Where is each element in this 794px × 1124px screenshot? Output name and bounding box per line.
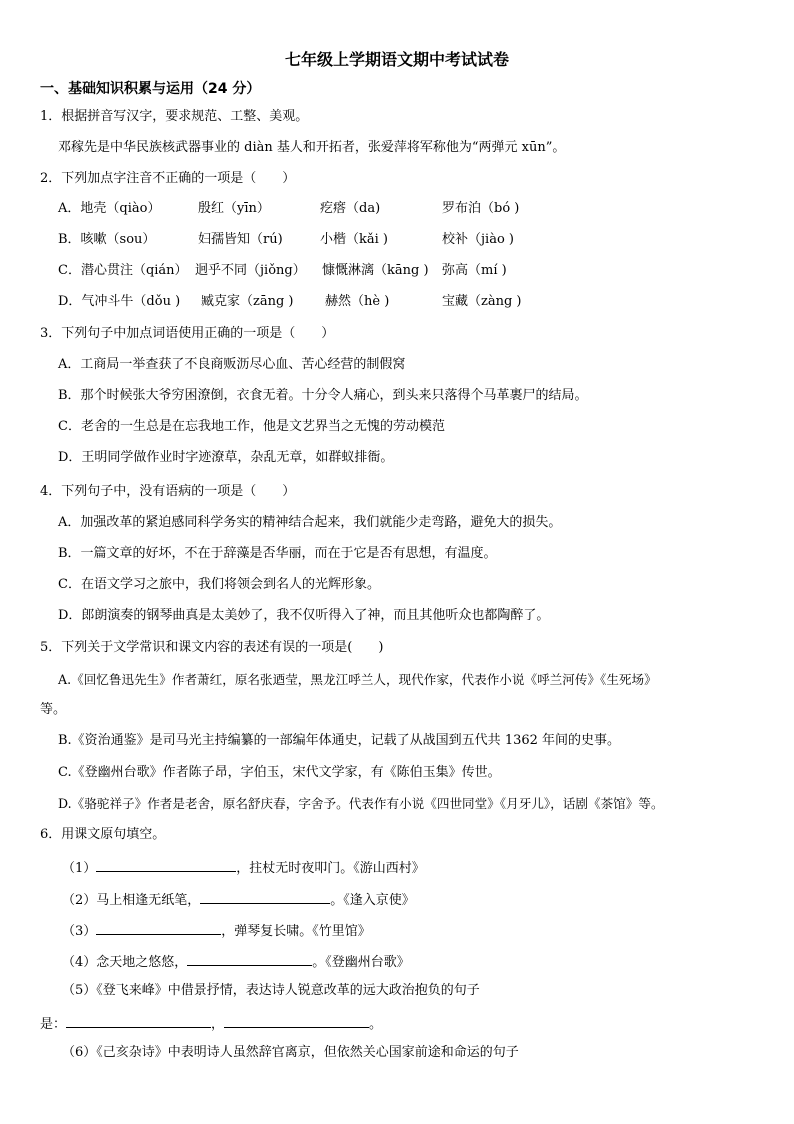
q6-item-5-separator: ， xyxy=(211,1017,225,1032)
q6-item-3 xyxy=(62,920,371,941)
q2-option-a-1: A．地壳（qiào） xyxy=(58,201,161,216)
q6-item-5-suffix: 。 xyxy=(369,1017,383,1032)
q2-option-b-1: B．咳嗽（sou） xyxy=(58,232,156,247)
q6-item-2 xyxy=(62,889,415,910)
q4-option-b: B．一篇文章的好坏，不在于辞藻是否华丽，而在于它是否有思想，有温度。 xyxy=(58,546,497,561)
question-2-stem: 2．下列加点字注音不正确的一项是（ ） xyxy=(40,171,296,186)
section-heading: 一、基础知识积累与运用（24 分） xyxy=(40,81,261,97)
q6-item-6: （6）《己亥杂诗》中表明诗人虽然辞官离京，但依然关心国家前途和命运的句子 xyxy=(62,1045,519,1060)
q2-option-c-2: 迥乎不同（jiǒng） xyxy=(195,263,306,278)
q5-option-c: C.《登幽州台歌》作者陈子昂，字伯玉，宋代文学家，有《陈伯玉集》传世。 xyxy=(58,765,501,780)
q2-option-a-4: 罗布泊（bó ) xyxy=(442,201,520,216)
answer-blank[interactable] xyxy=(200,889,330,904)
question-6-stem: 6．用课文原句填空。 xyxy=(40,827,166,842)
q5-option-a-cont: 等。 xyxy=(40,702,67,717)
q6-item-4-prefix: （4）念天地之悠悠， xyxy=(62,955,188,970)
q2-option-c-1: C．潜心贯注（qián） xyxy=(58,263,188,278)
q5-option-b: B.《资治通鉴》是司马光主持编纂的一部编年体通史，记载了从战国到五代共 1362 年间的史事。 xyxy=(58,733,621,748)
q2-option-a-3: 疙瘩（da) xyxy=(320,201,381,216)
answer-blank[interactable] xyxy=(66,1013,211,1028)
answer-blank[interactable] xyxy=(96,857,236,872)
q6-item-1-prefix: （1） xyxy=(62,861,97,876)
answer-blank[interactable] xyxy=(187,951,312,966)
question-4-stem: 4．下列句子中，没有语病的一项是（ ） xyxy=(40,484,296,499)
page-title: 七年级上学期语文期中考试试卷 xyxy=(284,50,509,69)
q6-item-5-answers xyxy=(40,1013,382,1034)
q4-option-d: D．郎朗演奏的钢琴曲真是太美妙了，我不仅听得入了神，而且其他听众也都陶醉了。 xyxy=(58,608,550,623)
question-3-stem: 3．下列句子中加点词语使用正确的一项是（ ） xyxy=(40,326,335,341)
q6-item-5: （5）《登飞来峰》中借景抒情，表达诗人锐意改革的远大政治抱负的句子 xyxy=(62,983,480,998)
q2-option-b-3: 小楷（kǎi ) xyxy=(320,232,388,247)
q2-option-b-4: 校补（jiào ) xyxy=(442,232,514,247)
q4-option-c: C．在语文学习之旅中，我们将领会到名人的光辉形象。 xyxy=(58,577,380,592)
q2-option-c-4: 弥高（mí ) xyxy=(442,263,507,278)
q6-item-1 xyxy=(62,857,425,878)
q6-item-4 xyxy=(62,951,410,972)
question-5-stem: 5．下列关于文学常识和课文内容的表述有误的一项是( ) xyxy=(40,640,384,655)
q6-item-3-prefix: （3） xyxy=(62,924,97,939)
q6-item-2-prefix: （2）马上相逢无纸笔， xyxy=(62,893,201,908)
question-1-stem: 1．根据拼音写汉字，要求规范、工整、美观。 xyxy=(40,109,309,124)
q6-item-4-suffix: 。《登幽州台歌》 xyxy=(312,955,410,970)
q6-item-2-suffix: 。《逢入京使》 xyxy=(330,893,415,908)
q2-option-d-2: 臧克家（zāng ) xyxy=(201,294,294,309)
q2-option-d-1: D．气冲斗牛（dǒu ) xyxy=(58,294,181,309)
q3-option-b: B．那个时候张大爷穷困潦倒，衣食无着。十分令人痛心，到头来只落得个马革裹尸的结局。 xyxy=(58,388,588,403)
q5-option-a: A.《回忆鲁迅先生》作者萧红，原名张迺莹，黑龙江呼兰人，现代作家，代表作小说《呼兰河传》《生死场》 xyxy=(58,672,657,687)
q6-item-1-suffix: ，拄杖无时夜叩门。《游山西村》 xyxy=(236,861,425,876)
answer-blank[interactable] xyxy=(96,920,221,935)
q3-option-d: D．王明同学做作业时字迹潦草，杂乱无章，如群蚁排衙。 xyxy=(58,450,394,465)
q6-item-3-suffix: ，弹琴复长啸。《竹里馆》 xyxy=(221,924,371,939)
q2-option-d-4: 宝藏（zàng ) xyxy=(442,294,522,309)
q2-option-a-2: 殷红（yīn） xyxy=(198,201,270,216)
q6-item-5-prefix: 是： xyxy=(40,1017,67,1032)
q5-option-d: D.《骆驼祥子》作者是老舍，原名舒庆春，字舍予。代表作有小说《四世同堂》《月牙儿》，话剧《茶馆》等。 xyxy=(58,796,664,811)
q3-option-a: A．工商局一举查获了不良商贩沥尽心血、苦心经营的制假窝 xyxy=(58,357,406,372)
q2-option-d-3: 赫然（hè ) xyxy=(325,294,390,309)
q2-option-c-3: 慷慨淋漓（kāng ) xyxy=(322,263,429,278)
q2-option-b-2: 妇孺皆知（rú) xyxy=(198,232,283,247)
q3-option-c: C．老舍的一生总是在忘我地工作，他是文艺界当之无愧的劳动模范 xyxy=(58,419,445,434)
q4-option-a: A．加强改革的紧迫感同科学务实的精神结合起来，我们就能少走弯路，避免大的损失。 xyxy=(58,515,562,530)
answer-blank[interactable] xyxy=(224,1013,369,1028)
question-1-text: 邓稼先是中华民族核武器事业的 diàn 基人和开拓者，张爱萍将军称他为“两弹元 xūn”。 xyxy=(58,140,566,155)
